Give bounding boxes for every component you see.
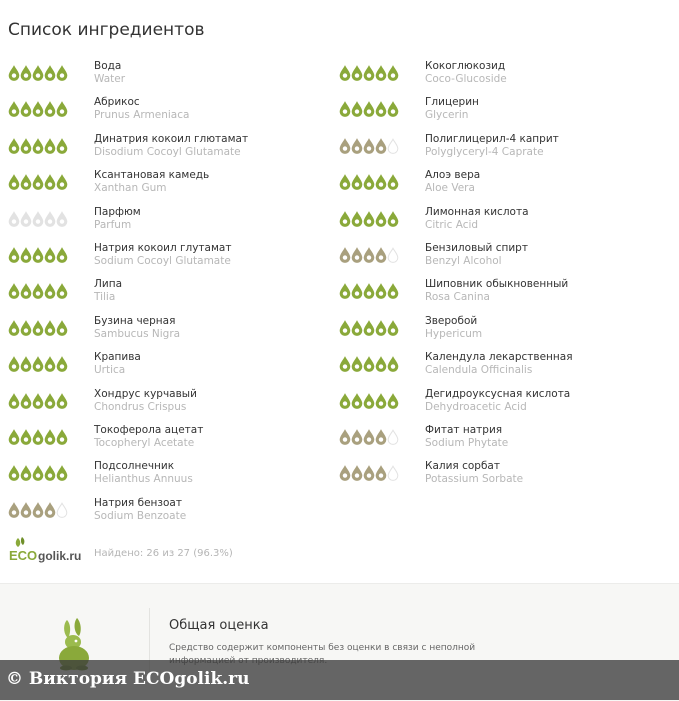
rating-drop-icon [363,429,375,445]
ingredient-name-en: Urtica [94,364,126,377]
rating-drop-icon [32,393,44,409]
rating-drop-icon [387,101,399,117]
rating-drop-icon [375,283,387,299]
rating-icons [339,465,401,481]
rating-drop-icon [339,174,351,190]
ingredient-name-en: Polyglyceryl-4 Caprate [425,145,544,158]
rating-drop-icon [20,65,32,81]
ingredient-name-en: Hypericum [425,327,483,340]
ingredient-name-ru[interactable]: Липа [94,278,123,291]
ingredient-names [425,242,528,268]
ingredient-name-ru[interactable]: Алоэ вера [425,169,481,182]
rating-icons [8,465,70,481]
rating-icons [8,393,70,409]
rating-icons [339,138,401,154]
ingredient-name-en: Helianthus Annuus [94,473,193,486]
ingredient-name-ru[interactable]: Натрия кокоил глутамат [94,241,232,254]
ingredient-names [94,133,248,159]
ingredient-row[interactable] [8,169,328,205]
rating-drop-icon [56,211,68,227]
rating-drop-icon [32,465,44,481]
rating-drop-icon [8,65,20,81]
rating-drop-icon [56,429,68,445]
ingredient-row[interactable] [339,60,669,96]
ingredient-name-en: Calendula Officinalis [425,364,533,377]
ingredient-names [425,460,523,486]
ingredient-name-ru[interactable]: Лимонная кислота [425,205,529,218]
found-count: Найдено: 26 из 27 (96.3%) [94,548,233,559]
rating-drop-icon [351,101,363,117]
rating-drop-icon [375,429,387,445]
rating-drop-icon [56,502,68,518]
ingredient-row[interactable] [8,497,328,533]
ingredient-names [425,96,479,122]
rating-icons [339,429,401,445]
rating-drop-icon [56,174,68,190]
rating-drop-icon [339,101,351,117]
rating-drop-icon [20,465,32,481]
ingredient-name-ru[interactable]: Крапива [94,351,141,364]
ingredient-names [94,278,122,304]
ingredient-names [94,424,203,450]
ingredient-name-ru[interactable]: Дегидроуксусная кислота [425,387,571,400]
ingredient-name-ru[interactable]: Зверобой [425,314,478,327]
ingredient-row[interactable] [339,351,669,387]
ingredient-name-en: Xanthan Gum [94,182,167,195]
page-title: Список ингредиентов [8,20,205,40]
svg-text:golik.ru: golik.ru [38,549,82,563]
rating-drop-icon [351,356,363,372]
rating-drop-icon [8,393,20,409]
rating-drop-icon [32,65,44,81]
ecogolik-logo[interactable] [8,536,84,564]
ingredient-name-ru[interactable]: Ксантановая камедь [94,169,210,182]
ingredient-name-en: Dehydroacetic Acid [425,400,527,413]
rating-drop-icon [8,356,20,372]
rating-drop-icon [20,174,32,190]
rating-drop-icon [339,465,351,481]
rating-drop-icon [363,465,375,481]
ingredient-name-ru[interactable]: Калия сорбат [425,460,500,473]
ingredient-name-en: Disodium Cocoyl Glutamate [94,145,241,158]
ingredient-name-ru[interactable]: Подсолнечник [94,460,175,473]
rating-icons [339,247,401,263]
rating-drop-icon [387,429,399,445]
ingredient-name-en: Coco-Glucoside [425,73,507,85]
ingredient-row[interactable] [8,424,328,460]
rating-drop-icon [387,393,399,409]
rating-drop-icon [8,101,20,117]
rating-drop-icon [351,138,363,154]
rating-drop-icon [32,320,44,336]
ingredient-names [94,169,209,195]
rating-drop-icon [20,393,32,409]
rating-drop-icon [351,429,363,445]
rating-icons [8,174,70,190]
rating-drop-icon [32,174,44,190]
ingredient-column-left [8,60,328,533]
ingredient-row[interactable] [339,278,669,314]
ingredient-name-ru[interactable]: Календула лекарственная [425,351,573,364]
ingredient-row[interactable] [339,133,669,169]
watermark-bar [0,660,679,700]
rating-drop-icon [20,247,32,263]
ingredient-name-en: Glycerin [425,109,469,122]
ingredient-name-ru[interactable]: Парфюм [94,205,141,218]
ingredient-names [425,169,480,195]
rating-drop-icon [375,320,387,336]
ingredient-names [425,351,573,377]
rating-drop-icon [363,283,375,299]
rating-drop-icon [8,174,20,190]
ingredient-row[interactable] [339,424,669,460]
ingredient-names [94,460,193,486]
rating-drop-icon [56,283,68,299]
ingredient-name-ru[interactable]: Глицерин [425,96,479,109]
rating-drop-icon [375,393,387,409]
rating-drop-icon [375,101,387,117]
watermark-text: © Виктория ECOgolik.ru [6,669,250,689]
rating-drop-icon [375,65,387,81]
rating-drop-icon [8,465,20,481]
rating-drop-icon [351,393,363,409]
rating-drop-icon [339,247,351,263]
rating-drop-icon [387,65,399,81]
ingredient-names [94,388,197,414]
ingredient-name-en: Parfum [94,218,132,231]
rating-drop-icon [56,356,68,372]
rating-drop-icon [20,101,32,117]
svg-text:ECO: ECO [9,548,38,563]
rating-icons [339,320,401,336]
rating-drop-icon [375,174,387,190]
rating-drop-icon [375,356,387,372]
rating-drop-icon [363,393,375,409]
rating-drop-icon [363,65,375,81]
rating-drop-icon [20,283,32,299]
ingredient-row[interactable] [8,133,328,169]
rating-drop-icon [44,101,56,117]
rating-drop-icon [20,502,32,518]
rating-drop-icon [32,283,44,299]
ingredient-name-ru[interactable]: Бензиловый спирт [425,241,528,254]
ingredient-row[interactable] [339,388,669,424]
rating-drop-icon [339,283,351,299]
rating-drop-icon [387,211,399,227]
ingredient-name-en: Sodium Phytate [425,436,509,449]
rating-drop-icon [351,283,363,299]
ingredient-name-en: Tocopheryl Acetate [94,436,195,449]
ingredient-column-right [339,60,669,497]
ingredient-row[interactable] [339,242,669,278]
rating-icons [8,283,70,299]
ingredient-name-ru[interactable]: Абрикос [94,96,140,109]
rating-drop-icon [44,138,56,154]
ingredient-name-ru[interactable]: Бузина черная [94,314,176,327]
rating-drop-icon [32,211,44,227]
rating-drop-icon [339,211,351,227]
rating-drop-icon [44,247,56,263]
ingredient-name-ru[interactable]: Шиповник обыкновенный [425,278,569,291]
rating-drop-icon [44,502,56,518]
rating-drop-icon [32,356,44,372]
ingredient-name-en: Sodium Cocoyl Glutamate [94,254,231,267]
rating-drop-icon [56,320,68,336]
rating-drop-icon [8,283,20,299]
rating-drop-icon [375,247,387,263]
ingredient-names [425,315,482,341]
rating-icons [8,502,70,518]
rating-drop-icon [363,138,375,154]
rating-drop-icon [44,320,56,336]
rating-drop-icon [8,429,20,445]
ingredient-name-ru[interactable]: Динатрия кокоил глютамат [94,132,249,145]
rating-drop-icon [56,393,68,409]
ingredient-names [94,497,186,523]
rating-drop-icon [339,320,351,336]
rating-icons [8,320,70,336]
rating-drop-icon [32,101,44,117]
ingredient-row[interactable] [8,315,328,351]
rating-drop-icon [8,320,20,336]
rating-icons [8,356,70,372]
rating-drop-icon [44,465,56,481]
ingredient-names [94,96,189,122]
rating-drop-icon [339,65,351,81]
rating-drop-icon [351,174,363,190]
rating-drop-icon [351,465,363,481]
ingredient-names [94,315,180,341]
ingredient-names [425,60,507,86]
rating-drop-icon [387,356,399,372]
rating-icons [8,65,70,81]
rating-drop-icon [363,174,375,190]
rating-drop-icon [20,429,32,445]
ingredient-name-ru[interactable]: Кокоглюкозид [425,60,506,72]
ingredient-names [425,278,568,304]
rating-drop-icon [20,211,32,227]
rating-drop-icon [8,211,20,227]
rating-drop-icon [363,101,375,117]
ingredient-row[interactable] [8,460,328,496]
rating-drop-icon [8,138,20,154]
ingredient-name-en: Prunus Armeniaca [94,109,190,122]
ingredient-name-ru[interactable]: Полиглицерил-4 каприт [425,132,559,145]
ingredient-name-en: Aloe Vera [425,182,475,195]
rating-drop-icon [8,502,20,518]
ingredient-row[interactable] [339,460,669,496]
ingredient-name-en: Water [94,73,126,85]
ingredient-names [425,133,559,159]
rating-drop-icon [339,356,351,372]
rating-drop-icon [44,65,56,81]
rating-icons [339,283,401,299]
ingredient-names [94,242,231,268]
rating-drop-icon [387,174,399,190]
rating-drop-icon [32,502,44,518]
ingredient-name-en: Sambucus Nigra [94,327,181,340]
rating-drop-icon [44,283,56,299]
rating-drop-icon [363,247,375,263]
ingredient-name-ru[interactable]: Натрия бензоат [94,496,182,509]
rating-drop-icon [351,320,363,336]
ingredient-name-ru[interactable]: Вода [94,60,122,72]
ingredient-row[interactable] [339,169,669,205]
rating-icons [8,429,70,445]
rating-icons [8,138,70,154]
rating-drop-icon [363,356,375,372]
rating-drop-icon [351,211,363,227]
rating-drop-icon [375,138,387,154]
ingredient-name-en: Chondrus Crispus [94,400,187,413]
ingredient-names [94,206,141,232]
rating-icons [339,211,401,227]
rating-drop-icon [56,138,68,154]
rating-drop-icon [387,320,399,336]
rating-drop-icon [44,429,56,445]
rating-drop-icon [32,247,44,263]
ingredient-row[interactable] [8,96,328,132]
ingredient-row[interactable] [339,206,669,242]
rating-drop-icon [363,320,375,336]
rating-drop-icon [351,65,363,81]
ingredient-row[interactable] [339,96,669,132]
rating-icons [339,356,401,372]
ingredient-name-en: Tilia [94,291,116,304]
rating-drop-icon [387,247,399,263]
rating-drop-icon [44,174,56,190]
rating-drop-icon [375,211,387,227]
ingredient-row[interactable] [339,315,669,351]
rating-drop-icon [375,465,387,481]
rating-icons [339,65,401,81]
ingredient-row[interactable] [8,388,328,424]
ingredient-name-en: Citric Acid [425,218,479,231]
ingredient-row[interactable] [8,351,328,387]
rating-icons [339,101,401,117]
ingredient-row[interactable] [8,206,328,242]
rating-drop-icon [351,247,363,263]
ingredient-names [425,388,570,414]
rating-drop-icon [339,429,351,445]
ingredient-name-ru[interactable]: Хондрус курчавый [94,387,197,400]
ingredient-row[interactable] [8,60,328,96]
rating-drop-icon [44,356,56,372]
rating-icons [8,247,70,263]
rating-drop-icon [56,465,68,481]
ingredient-name-en: Benzyl Alcohol [425,254,502,267]
rating-drop-icon [387,138,399,154]
ingredient-name-en: Rosa Canina [425,291,490,304]
rating-drop-icon [44,211,56,227]
rating-drop-icon [32,138,44,154]
overall-title: Общая оценка [169,618,269,633]
ingredient-names [94,351,141,377]
rating-drop-icon [339,393,351,409]
ingredient-row[interactable] [8,278,328,314]
rating-icons [339,393,401,409]
ingredient-name-ru[interactable]: Токоферола ацетат [94,423,204,436]
overall-description: Средство содержит компоненты без оценки в связи с неполной [169,643,476,653]
rating-drop-icon [20,138,32,154]
ingredient-names [425,206,529,232]
ingredient-name-en: Potassium Sorbate [425,473,524,486]
rating-drop-icon [363,211,375,227]
ingredient-row[interactable] [8,242,328,278]
ingredient-names [425,424,508,450]
ingredient-names [94,60,125,86]
rating-drop-icon [56,101,68,117]
rating-icons [8,101,70,117]
rating-drop-icon [32,429,44,445]
rating-icons [8,211,70,227]
rating-drop-icon [339,138,351,154]
rating-drop-icon [387,465,399,481]
rating-drop-icon [387,283,399,299]
rating-drop-icon [8,247,20,263]
rating-drop-icon [44,393,56,409]
rating-drop-icon [56,247,68,263]
rating-drop-icon [20,356,32,372]
rating-drop-icon [20,320,32,336]
ingredient-name-ru[interactable]: Фитат натрия [425,423,503,436]
rating-drop-icon [56,65,68,81]
rating-icons [339,174,401,190]
ingredient-name-en: Sodium Benzoate [94,509,187,522]
